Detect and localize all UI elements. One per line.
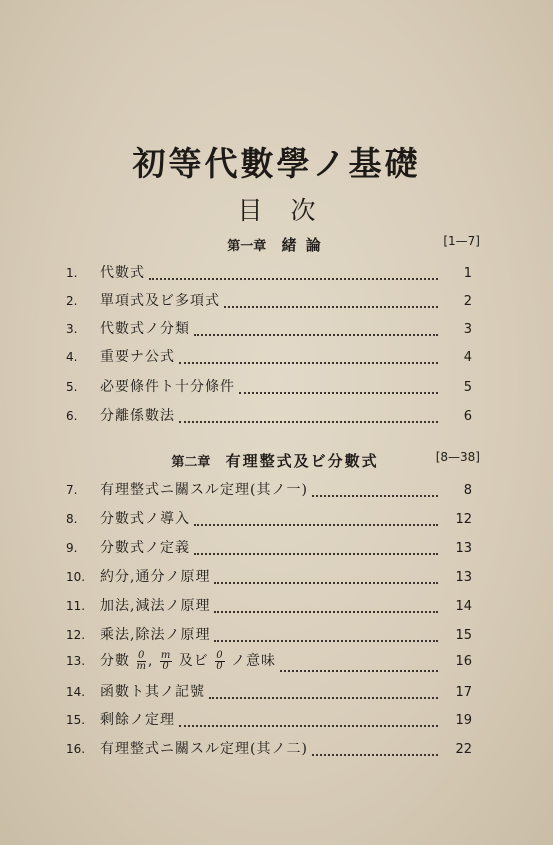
entry-title-suffix: ノ意味	[231, 653, 277, 669]
entry-title: 分數 $\frac{0}{m}$ , $\frac{m}{0}$ 及ビ $\frac{0}{0}$ ノ意味	[100, 649, 277, 672]
chapter-number: 第一章	[227, 239, 267, 254]
entry-title-mid: 及ビ	[178, 653, 209, 669]
entry-title: 單項式及ビ多項式	[100, 293, 220, 309]
fraction	[136, 651, 146, 672]
entry-title: 分數式ノ定義	[100, 540, 190, 556]
entry-page: 13	[455, 570, 472, 585]
entry-page: 8	[463, 483, 472, 498]
fraction	[160, 651, 172, 672]
chapter-heading	[70, 234, 480, 260]
entry-page: 2	[463, 294, 472, 309]
denominator: 0	[162, 660, 170, 672]
denominator: m	[136, 660, 147, 672]
entry-number: 1.	[66, 266, 78, 280]
toc-entry[interactable]	[66, 681, 472, 703]
entry-page: 14	[455, 599, 472, 614]
entry-page: 4	[463, 350, 472, 365]
toc-entry[interactable]	[66, 537, 472, 559]
chapter-title: 緒 論	[281, 236, 323, 254]
leader-dots	[312, 494, 438, 497]
entry-title: 剩餘ノ定理	[100, 712, 175, 728]
entry-page: 19	[455, 713, 472, 728]
numerator: 0	[216, 649, 224, 661]
chapter-title: 有理整式及ビ分數式	[225, 452, 379, 470]
entry-title: 分數式ノ導入	[100, 511, 190, 527]
toc-entry[interactable]	[66, 709, 472, 731]
entry-number: 10.	[66, 570, 86, 584]
toc-entry[interactable]	[66, 346, 472, 368]
entry-page: 6	[463, 409, 472, 424]
toc-entry[interactable]	[66, 566, 472, 588]
entry-title: 代數式	[100, 265, 145, 281]
entry-number: 12.	[66, 628, 86, 642]
entry-title: 乘法,除法ノ原理	[100, 627, 211, 643]
chapter-heading	[70, 450, 480, 476]
toc-heading: 目次	[237, 196, 344, 225]
numerator: 0	[138, 649, 146, 661]
entry-number: 7.	[66, 483, 78, 497]
leader-dots	[179, 420, 438, 423]
entry-page: 1	[463, 266, 472, 281]
entry-title: 有理整式ニ關スル定理(其ノ二)	[100, 741, 308, 757]
toc-entry[interactable]	[66, 318, 472, 340]
entry-number: 6.	[66, 409, 78, 423]
entry-page: 12	[455, 512, 472, 527]
fraction	[215, 651, 224, 672]
toc-entry[interactable]	[66, 262, 472, 284]
toc-entry[interactable]	[66, 405, 472, 427]
leader-dots	[214, 610, 438, 613]
denominator: 0	[216, 660, 224, 672]
entry-number: 5.	[66, 380, 78, 394]
leader-dots	[214, 639, 438, 642]
toc-entry[interactable]	[66, 650, 472, 676]
chapter-number: 第二章	[171, 455, 211, 470]
entry-number: 9.	[66, 541, 78, 555]
leader-dots	[194, 552, 438, 555]
leader-dots	[280, 669, 438, 672]
numerator: m	[160, 649, 172, 661]
entry-page: 17	[455, 685, 472, 700]
leader-dots	[149, 277, 438, 280]
entry-number: 3.	[66, 322, 78, 336]
toc-entry[interactable]	[66, 738, 472, 760]
entry-page: 3	[463, 322, 472, 337]
entry-title: 代數式ノ分類	[100, 321, 190, 337]
leader-dots	[312, 753, 438, 756]
leader-dots	[179, 361, 438, 364]
leader-dots	[239, 391, 438, 394]
toc-entry[interactable]	[66, 595, 472, 617]
page-title: 初等代數學ノ基礎	[132, 144, 421, 183]
toc-entry[interactable]	[66, 479, 472, 501]
leader-dots	[214, 581, 438, 584]
leader-dots	[194, 523, 438, 526]
entry-number: 11.	[66, 599, 86, 613]
entry-number: 15.	[66, 713, 86, 727]
toc-entry[interactable]	[66, 290, 472, 312]
chapter-page-range: [8—38]	[435, 450, 480, 464]
entry-page: 5	[463, 380, 472, 395]
entry-title: 約分,通分ノ原理	[100, 569, 211, 585]
entry-number: 13.	[66, 654, 86, 668]
toc-entry[interactable]	[66, 376, 472, 398]
entry-title: 重要ナ公式	[100, 349, 175, 365]
entry-number: 4.	[66, 350, 78, 364]
entry-page: 15	[455, 628, 472, 643]
chapter-page-range: [1—7]	[443, 234, 480, 248]
entry-page: 22	[455, 742, 472, 757]
entry-number: 2.	[66, 294, 78, 308]
entry-page: 16	[455, 654, 472, 669]
entry-title: 有理整式ニ關スル定理(其ノ一)	[100, 482, 308, 498]
toc-entry[interactable]	[66, 508, 472, 530]
entry-title: 函數ト其ノ記號	[100, 684, 205, 700]
entry-number: 14.	[66, 685, 86, 699]
leader-dots	[209, 696, 438, 699]
entry-number: 8.	[66, 512, 78, 526]
entry-title-prefix: 分數	[100, 653, 130, 669]
leader-dots	[179, 724, 438, 727]
entry-number: 16.	[66, 742, 86, 756]
entry-page: 13	[455, 541, 472, 556]
entry-title: 加法,減法ノ原理	[100, 598, 211, 614]
leader-dots	[224, 305, 438, 308]
entry-title: 必要條件ト十分條件	[100, 379, 235, 395]
entry-title: 分離係數法	[100, 408, 175, 424]
toc-entry[interactable]	[66, 624, 472, 646]
leader-dots	[194, 333, 438, 336]
